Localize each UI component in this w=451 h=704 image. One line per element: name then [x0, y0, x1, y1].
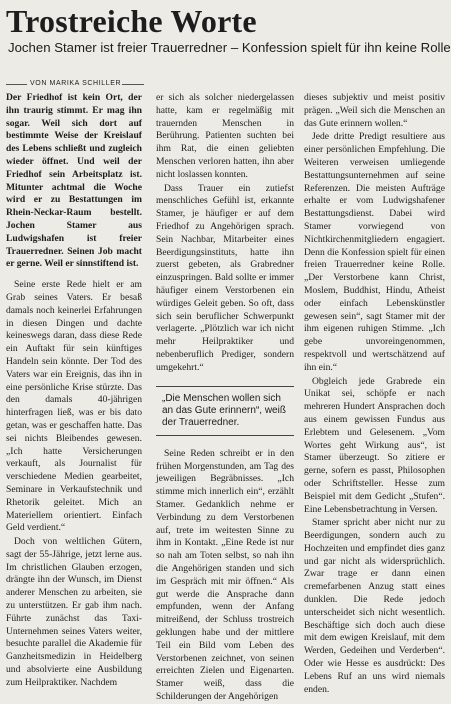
paragraph: er sich als solcher niedergelassen hatte, kam er regelmäßig mit trauernden Menschen in Berührung. Patienten suchten bei ihm Rat, die einen geliebten Menschen verloren hatten, ihn aber nicht loslassen konnten. — [156, 92, 294, 180]
article-byline: VON MARIKA SCHILLER — [30, 80, 122, 87]
article-headline: Trostreiche Worte — [6, 3, 257, 39]
byline-rule-right — [122, 84, 144, 85]
byline-rule-left — [6, 84, 27, 85]
paragraph: Dass Trauer ein zutiefst menschliches Gefühl ist, erkannte Stamer, je häufiger er auf dem Friedhof zu Angehörigen sprach. Sein Nachbar, Mitarbeiter eines Beerdigungsinstituts, hatte ihn zuerst gebeten, als Grabredner einzuspringen. Bald sollte er immer häufiger einem Verstorbenen ein würdiges Geleit geben. So oft, dass sich sein beruflicher Schwerpunkt verlagerte. „Plötzlich war ich nicht mehr Heilpraktiker und nebenberuflich Prediger, sondern umgekehrt.“ — [156, 182, 294, 373]
paragraph: Obgleich jede Grabrede ein Unikat sei, schöpfe er nach mehreren Hundert Ansprachen doch aus einem gewissen Fundus aus Erlebtem und Gelesenem. „Vom Wortes geht Wirkung aus“, ist Stamer überzeugt. So zitiere er gerne, sofern es passt, Philosophen oder Schriftsteller. Hesse zum Beispiel mit dem Gedicht „Stufen“. Eine Lebensbetrachtung in Versen. — [304, 375, 445, 515]
paragraph: Seine erste Rede hielt er am Grab seines Vaters. Er besaß damals noch keinerlei Erfahrungen in diesen Dingen und dachte keineswegs daran, dass diese Rede ein Auftakt für sein künftiges Handeln sein könnte. Der Tod des Vaters war ein Ereignis, das ihn in eine persönliche Krise stürzte. Das den damals 40-jährigen hinterfragen ließ, was er bis dato getan, was er geschaffen hatte. Das sei nichts Bleibendes gewesen. „Ich hatte Versicherungen verkauft, als Journalist für verschiedene Medien gearbeitet, Seminare in Verkaufstechnik und Rhetorik geleitet. Mich an Materiellem orientiert. Einfach Geld verdient.“ — [6, 279, 142, 534]
article-lead: Der Friedhof ist kein Ort, der ihn traurig stimmt. Er mag ihn sogar. Weil sich dort auf bestimmte Weise der Kreislauf des Lebens schließt und zugleich wieder öffnet. Und weil der Friedhof sein Arbeitsplatz ist. Mitunter achtmal die Woche wird er zu Bestattungen im Rhein-Neckar-Raum bestellt. Jochen Stamer aus Ludwigshafen ist freier Trauerredner. Seinen Job macht er gerne. Weil er sinnstiftend ist. — [6, 92, 142, 270]
paragraph: Stamer spricht aber nicht nur zu Beerdigungen, sondern auch zu Hochzeiten und empfindet dies ganz und gar nicht als widersprüchlich. Zwar trage er dann einen cremefarbenen Anzug statt eines dunklen. Die Rede jedoch unterscheidet sich nicht wesentlich. Beschäftige sich doch auch diese mit dem ewigen Kreislauf, mit dem Werden, Gedeihen und Verderben“. Oder wie Hesse es ausdrückt: Des Lebens Ruf an uns wird niemals enden. — [304, 517, 445, 695]
paragraph: Seine Reden schreibt er in den frühen Morgenstunden, am Tag des jeweiligen Begräbnisses. „Ich stimme mich innerlich ein“, erzählt Stamer. Gedanklich nehme er Verbindung zu dem Verstorbenen auf, trete im weitesten Sinne zu ihm in Kontakt. „Eine Rede ist nur so nah am Toten selbst, so nah ihn die Angehörigen standen und sich im Gespräch mit mir öffnen.“ Als gut werde die Ansprache dann empfunden, wenn der Anfang mitreißend, der Schluss trostreich geklungen habe und der mittlere Teil ein Bild vom Leben des Verstorbenen zeichnet, von seinen erreichten Zielen und Eigenarten. Stamer weiß, dass die Schilderungen der Angehörigen — [156, 447, 294, 702]
article-column-2 — [156, 92, 294, 702]
paragraph: Doch von weltlichen Gütern, sagt der 55-Jährige, jetzt lerne aus. Im christlichen Glauben erzogen, drängte ihn der Wunsch, im Dienst anderer Menschen zu arbeiten, sie zu unterstützen. Er gab ihm nach. Führte zunächst das Taxi-Unternehmen seines Vaters weiter, besuchte parallel die Akademie für Ganzheitsmedizin in Heidelberg und absolvierte eine Ausbildung zum Heilpraktiker. Nachdem — [6, 536, 142, 688]
article-subheadline: Jochen Stamer ist freier Trauerredner – Konfession spielt für ihn keine Rolle — [8, 40, 451, 55]
article-column-3 — [304, 92, 445, 695]
paragraph: Jede dritte Predigt resultiere aus einer persönlichen Empfehlung. Die Weiteren verweisen umliegende Bestattungsunternehmen auf seine Referenzen. Die meisten Aufträge erhalte er vom Ludwigshafener Bestattungsdienst. Dabei wird Stamer vorwiegend von Nichtkirchenmitgliedern engagiert. Denn die Konfession spielt für einen freien Trauerredner keine Rolle. „Der Verstorbene kann Christ, Moslem, Buddhist, Hindu, Atheist oder einfach Lebenskünstler gewesen sein“, sagt Stamer mit der ihm eigenen ruhigen Stimme. „Ich gebe unvoreingenommen, respektvoll und wertschätzend auf ihn ein.“ — [304, 131, 445, 373]
article-column-1 — [6, 92, 142, 688]
pull-quote: „Die Menschen wollen sich an das Gute erinnern“, weiß der Trauerredner. — [156, 386, 294, 436]
paragraph: dieses subjektiv und meist positiv prägen. „Weil sich die Menschen an das Gute erinnern wollen.“ — [304, 92, 445, 129]
